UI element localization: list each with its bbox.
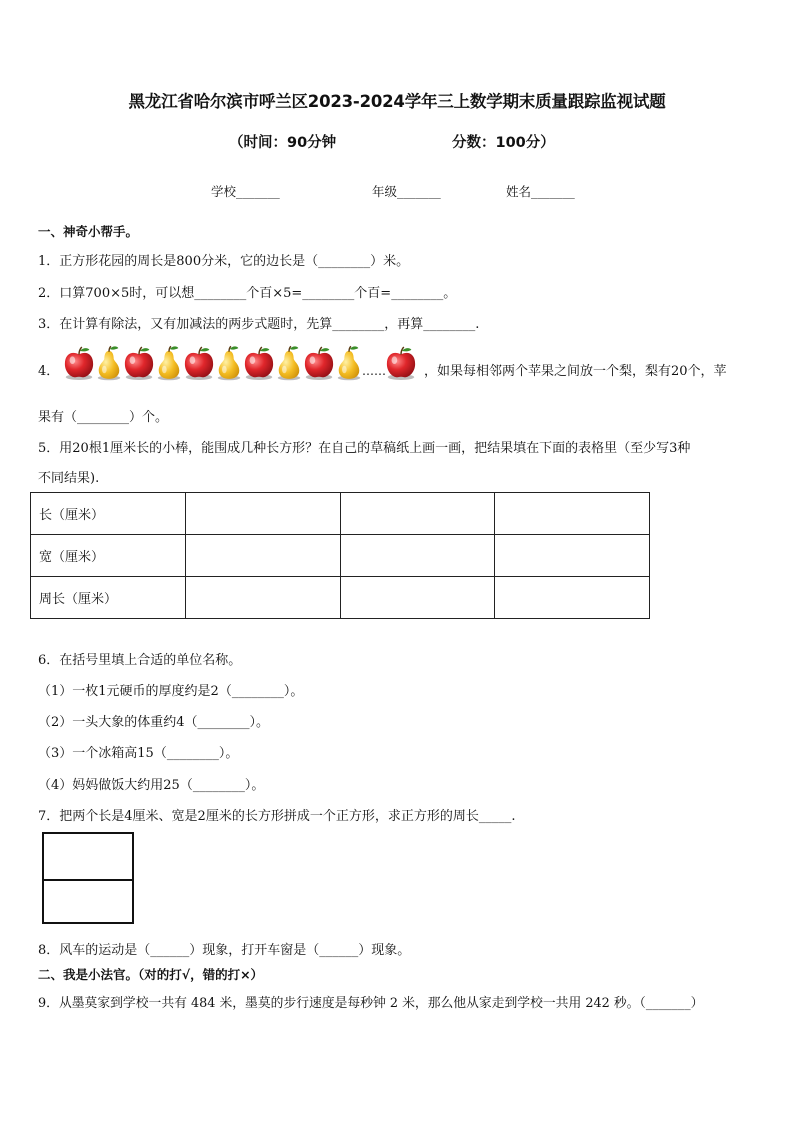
ellipsis: ……: [362, 364, 386, 378]
question-6-item-4: （4）妈妈做饭大约用25（________）。: [38, 778, 265, 793]
apple-image: [183, 345, 215, 381]
table-row: [31, 493, 650, 535]
question-6-item-2: （2）一头大象的体重约4（________）。: [38, 715, 270, 730]
question-6-item-3: （3）一个冰箱高15（________）。: [38, 746, 239, 761]
apple-image: [385, 345, 417, 381]
pear-image: [155, 345, 183, 381]
question-6-stem: 6．在括号里填上合适的单位名称。: [38, 653, 242, 668]
question-8: 8．风车的运动是（______）现象，打开车窗是（______）现象。: [38, 943, 411, 958]
school-field[interactable]: 学校_______: [211, 184, 280, 199]
answer-table: [30, 492, 650, 619]
exam-time: （时间：90分钟: [229, 135, 337, 151]
page-title: 黑龙江省哈尔滨市呼兰区2023-2024学年三上数学期末质量跟踪监视试题: [128, 92, 666, 111]
name-field[interactable]: 姓名_______: [506, 184, 575, 199]
question-6-item-1: （1）一枚1元硬币的厚度约是2（________）。: [38, 684, 304, 699]
table-cell[interactable]: [340, 577, 495, 619]
question-1: 1．正方形花园的周长是800分米，它的边长是（________）米。: [38, 254, 410, 269]
question-4-text: ，如果每相邻两个苹果之间放一个梨，梨有20个，苹: [424, 364, 727, 379]
row-header-length: 长（厘米）: [31, 493, 186, 535]
exam-score: 分数：100分）: [452, 135, 555, 151]
table-cell[interactable]: [185, 535, 340, 577]
table-row: [31, 577, 650, 619]
divider-line: [44, 879, 132, 881]
row-header-width: 宽（厘米）: [31, 535, 186, 577]
table-row: [31, 535, 650, 577]
section-1-heading: 一、神奇小帮手。: [38, 224, 139, 239]
grade-field[interactable]: 年级_______: [372, 184, 441, 199]
pear-image: [95, 345, 123, 381]
apple-image: [243, 345, 275, 381]
pear-image: [335, 345, 363, 381]
apple-image: [303, 345, 335, 381]
table-cell[interactable]: [495, 535, 650, 577]
row-header-perimeter: 周长（厘米）: [31, 577, 186, 619]
question-4-line2: 果有（________）个。: [38, 410, 169, 425]
table-cell[interactable]: [185, 577, 340, 619]
two-rectangles-figure: [42, 832, 134, 924]
pear-image: [215, 345, 243, 381]
question-5-line2: 不同结果).: [38, 471, 100, 486]
question-2: 2．口算700×5时，可以想________个百×5=________个百=________。: [38, 286, 457, 301]
section-2-heading: 二、我是小法官。（对的打√，错的打×）: [38, 967, 264, 982]
table-cell[interactable]: [340, 493, 495, 535]
question-5-line1: 5．用20根1厘米长的小棒，能围成几种长方形？在自己的草稿纸上画一画，把结果填在下面的表格里（至少写3种: [38, 441, 691, 456]
table-cell[interactable]: [495, 577, 650, 619]
table-cell[interactable]: [340, 535, 495, 577]
question-7: 7．把两个长是4厘米、宽是2厘米的长方形拼成一个正方形，求正方形的周长_____.: [38, 809, 516, 824]
table-cell[interactable]: [185, 493, 340, 535]
question-9: 9．从墨莫家到学校一共有 484 米，墨莫的步行速度是每秒钟 2 米，那么他从家走到学校一共用 242 秒。（_______）: [38, 996, 704, 1011]
question-3: 3．在计算有除法，又有加减法的两步式题时，先算________，再算________.: [38, 317, 480, 332]
apple-image: [123, 345, 155, 381]
table-cell[interactable]: [495, 493, 650, 535]
pear-image: [275, 345, 303, 381]
apple-image: [63, 345, 95, 381]
question-4-number: 4．: [38, 364, 60, 379]
